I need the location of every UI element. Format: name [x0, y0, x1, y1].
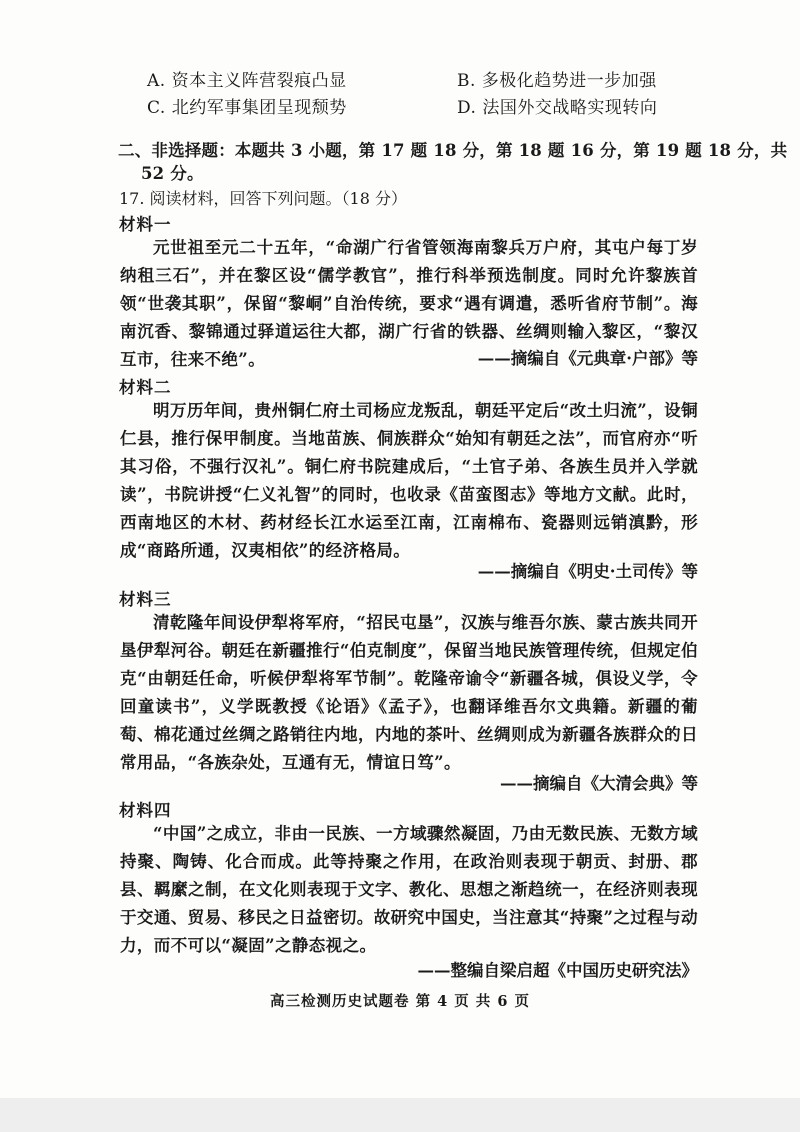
material-text: 元世祖至元二十五年，“命湖广行省管领海南黎兵万户府，其屯户每丁岁纳租三石”，并在黎区设“儒学教官”，推行科举预选制度。同时允许黎族首领“世袭其职”，保留“黎峒”自治传统，要求“遇有调遣，悉听省府节制”。海南沉香、黎锦通过驿道运往大都，湖广行省的铁器、丝绸则输入黎区，“黎汉互市，往来不绝”。	[120, 238, 698, 369]
option-b: B. 多极化趋势进一步加强	[457, 71, 657, 91]
scan-edge	[0, 1098, 800, 1132]
option-a: A. 资本主义阵营裂痕凸显	[147, 71, 347, 91]
page-footer: 高三检测历史试题卷 第 4 页 共 6 页	[270, 993, 530, 1010]
material-title: 材料四	[119, 801, 172, 820]
material-text: 清乾隆年间设伊犁将军府，“招民屯垦”，汉族与维吾尔族、蒙古族共同开垦伊犁河谷。朝廷在新疆推行“伯克制度”，保留当地民族管理传统，但规定伯克“由朝廷任命，听候伊犁将军节制”。乾隆帝谕令“新疆各城，俱设义学，令回童读书”，义学既教授《论语》《孟子》，也翻译维吾尔文典籍。新疆的葡萄、棉花通过丝绸之路销往内地，内地的茶叶、丝绸则成为新疆各族群众的日常用品，“各族杂处，互通有无，情谊日笃”。	[120, 613, 698, 772]
material-source: ——摘编自《大清会典》等	[500, 774, 698, 793]
section-heading-line1: 二、非选择题：本题共 3 小题，第 17 题 18 分，第 18 题 16 分，第 19 题 18 分，共	[118, 141, 788, 160]
material-title: 材料三	[119, 590, 172, 609]
material-text: “中国”之成立，非由一民族、一方域骤然凝固，乃由无数民族、无数方域持聚、陶铸、化合而成。此等持聚之作用，在政治则表现于朝贡、封册、郡县、羁縻之制，在文化则表现于文字、教化、思想之渐趋统一，在经济则表现于交通、贸易、移民之日益密切。故研究中国史，当注意其“持聚”之过程与动力，而不可以“凝固”之静态视之。	[120, 824, 698, 955]
material-title: 材料一	[119, 215, 172, 234]
option-d: D. 法国外交战略实现转向	[457, 98, 658, 118]
section-heading-line2: 52 分。	[141, 164, 204, 183]
material-source: ——整编自梁启超《中国历史研究法》	[417, 961, 698, 980]
question-17-prompt: 17. 阅读材料，回答下列问题。（18 分）	[119, 189, 407, 208]
option-c: C. 北约军事集团呈现颓势	[147, 98, 347, 118]
material-source: ——摘编自《明史·土司传》等	[477, 562, 698, 581]
material-title: 材料二	[119, 378, 172, 397]
material-source: ——摘编自《元典章·户部》等	[477, 349, 698, 368]
material-text: 明万历年间，贵州铜仁府土司杨应龙叛乱，朝廷平定后“改土归流”，设铜仁县，推行保甲制度。当地苗族、侗族群众“始知有朝廷之法”，而官府亦“听其习俗，不强行汉礼”。铜仁府书院建成后，“土官子弟、各族生员并入学就读”，书院讲授“仁义礼智”的同时，也收录《苗蛮图志》等地方文献。此时，西南地区的木材、药材经长江水运至江南，江南棉布、瓷器则远销滇黔，形成“商路所通，汉夷相依”的经济格局。	[120, 401, 698, 560]
